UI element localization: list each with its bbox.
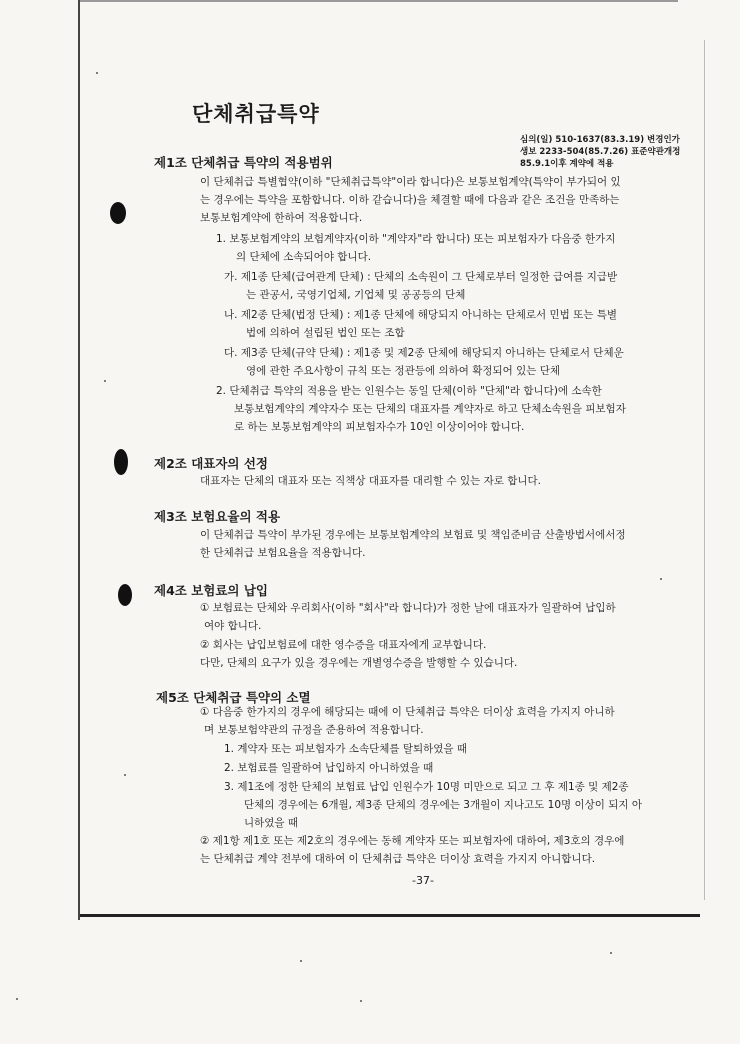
section-4-body: 다만, 단체의 요구가 있을 경우에는 개별영수증을 발행할 수 있습니다. (200, 657, 518, 669)
section-3-body: 이 단체취급 특약이 부가된 경우에는 보통보험계약의 보험료 및 책임준비금 산출방법서에서정 (200, 529, 626, 541)
section-5-item: 3. 제1조에 정한 단체의 보험료 납입 인원수가 10명 미만으로 되고 그 후 제1종 및 제2종 (224, 781, 629, 793)
scan-edge-right (704, 40, 705, 900)
section-1-item-2: 보통보험계약의 계약자수 또는 단체의 대표자를 계약자로 하고 단체소속원을 피보험자 (234, 403, 626, 415)
approval-line: 생보 2233-504(85.7.26) 표준약관개정 (520, 147, 681, 157)
section-1-item-da: 다. 제3종 단체(규약 단체) : 제1종 및 제2종 단체에 해당되지 아니하는 단체로서 단체운 (224, 347, 624, 359)
page-number: -37- (412, 874, 434, 887)
scan-speck (104, 380, 106, 382)
section-5-heading: 제5조 단체취급 특약의 소멸 (156, 690, 311, 705)
section-1-item-1: 1. 보통보험계약의 보험계약자(이하 "계약자"라 합니다) 또는 피보험자가 다음중 한가지 (216, 233, 616, 245)
scan-edge-top (78, 0, 678, 2)
section-5-item: 니하였을 때 (244, 817, 299, 829)
section-3-body: 한 단체취급 보험요율을 적용합니다. (200, 547, 366, 559)
section-1-item-1: 의 단체에 소속되어야 합니다. (236, 251, 372, 263)
section-3-heading: 제3조 보험요율의 적용 (154, 509, 281, 524)
scan-speck (96, 72, 98, 74)
section-4-body: 여야 합니다. (204, 620, 262, 632)
section-1-heading: 제1조 단체취급 특약의 적용범위 (154, 155, 333, 170)
scan-speck (360, 1000, 362, 1002)
scan-speck (610, 952, 612, 954)
section-5-item: 단체의 경우에는 6개월, 제3종 단체의 경우에는 3개월이 지나고도 10명 이상이 되지 아 (244, 799, 643, 811)
section-5-closing: ② 제1항 제1호 또는 제2호의 경우에는 동해 계약자 또는 피보험자에 대하여, 제3호의 경우에 (200, 835, 625, 847)
section-1-item-ga: 가. 제1종 단체(급여관계 단체) : 단체의 소속원이 그 단체로부터 일정한 급여를 지급받 (224, 271, 618, 283)
document-title: 단체취급특약 (192, 102, 320, 126)
scan-speck (300, 960, 302, 962)
binding-hole-mark (118, 584, 132, 606)
section-1-item-na: 법에 의하여 설립된 법인 또는 조합 (246, 327, 405, 339)
section-1-intro: 는 경우에는 특약을 포함합니다. 이하 같습니다)을 체결할 때에 다음과 같은 조건을 만족하는 (200, 194, 620, 206)
scan-speck (660, 578, 662, 580)
section-5-intro: 며 보통보험약관의 규정을 준용하여 적용합니다. (204, 724, 424, 736)
section-1-intro: 보통보험계약에 한하여 적용합니다. (200, 212, 363, 224)
scan-edge-left (78, 0, 80, 920)
scan-speck (124, 774, 126, 776)
scan-edge-bottom (80, 914, 700, 917)
section-1-item-da: 영에 관한 주요사항이 규칙 또는 정관등에 의하여 확정되어 있는 단체 (246, 365, 561, 377)
section-2-body: 대표자는 단체의 대표자 또는 직책상 대표자를 대리할 수 있는 자로 합니다. (200, 475, 542, 487)
section-4-body: ① 보험료는 단체와 우리회사(이하 "회사"라 합니다)가 정한 날에 대표자가 일괄하여 납입하 (200, 602, 616, 614)
section-5-closing: 는 단체취급 계약 전부에 대하여 이 단체취급 특약은 더이상 효력을 가지지 아니합니다. (200, 853, 596, 865)
section-5-item: 2. 보험료를 일괄하여 납입하지 아니하였을 때 (224, 762, 434, 774)
section-5-intro: ① 다음중 한가지의 경우에 해당되는 때에 이 단체취급 특약은 더이상 효력을 가지지 아니하 (200, 706, 615, 718)
section-1-item-na: 나. 제2종 단체(법정 단체) : 제1종 단체에 해당되지 아니하는 단체로서 민법 또는 특별 (224, 309, 618, 321)
section-1-intro: 이 단체취급 특별협약(이하 "단체취급특약"이라 합니다)은 보통보험계약(특약이 부가되어 있 (200, 176, 621, 188)
section-2-heading: 제2조 대표자의 선정 (154, 456, 269, 471)
approval-line: 심의(일) 510-1637(83.3.19) 변경인가 (520, 135, 680, 145)
binding-hole-mark (110, 202, 126, 224)
section-1-item-ga: 는 관공서, 국영기업체, 기업체 및 공공등의 단체 (246, 289, 466, 301)
section-1-item-2: 로 하는 보통보험계약의 피보험자수가 10인 이상이어야 합니다. (234, 421, 525, 433)
section-5-item: 1. 계약자 또는 피보험자가 소속단체를 탈퇴하였을 때 (224, 743, 468, 755)
binding-hole-mark (114, 449, 128, 475)
approval-line: 85.9.1이후 계약에 적용 (520, 159, 614, 169)
section-4-heading: 제4조 보험료의 납입 (154, 583, 269, 598)
section-4-body: ② 회사는 납입보험료에 대한 영수증을 대표자에게 교부합니다. (200, 639, 487, 651)
scan-speck (16, 998, 18, 1000)
section-1-item-2: 2. 단체취급 특약의 적용을 받는 인원수는 동일 단체(이하 "단체"라 합니다)에 소속한 (216, 385, 602, 397)
